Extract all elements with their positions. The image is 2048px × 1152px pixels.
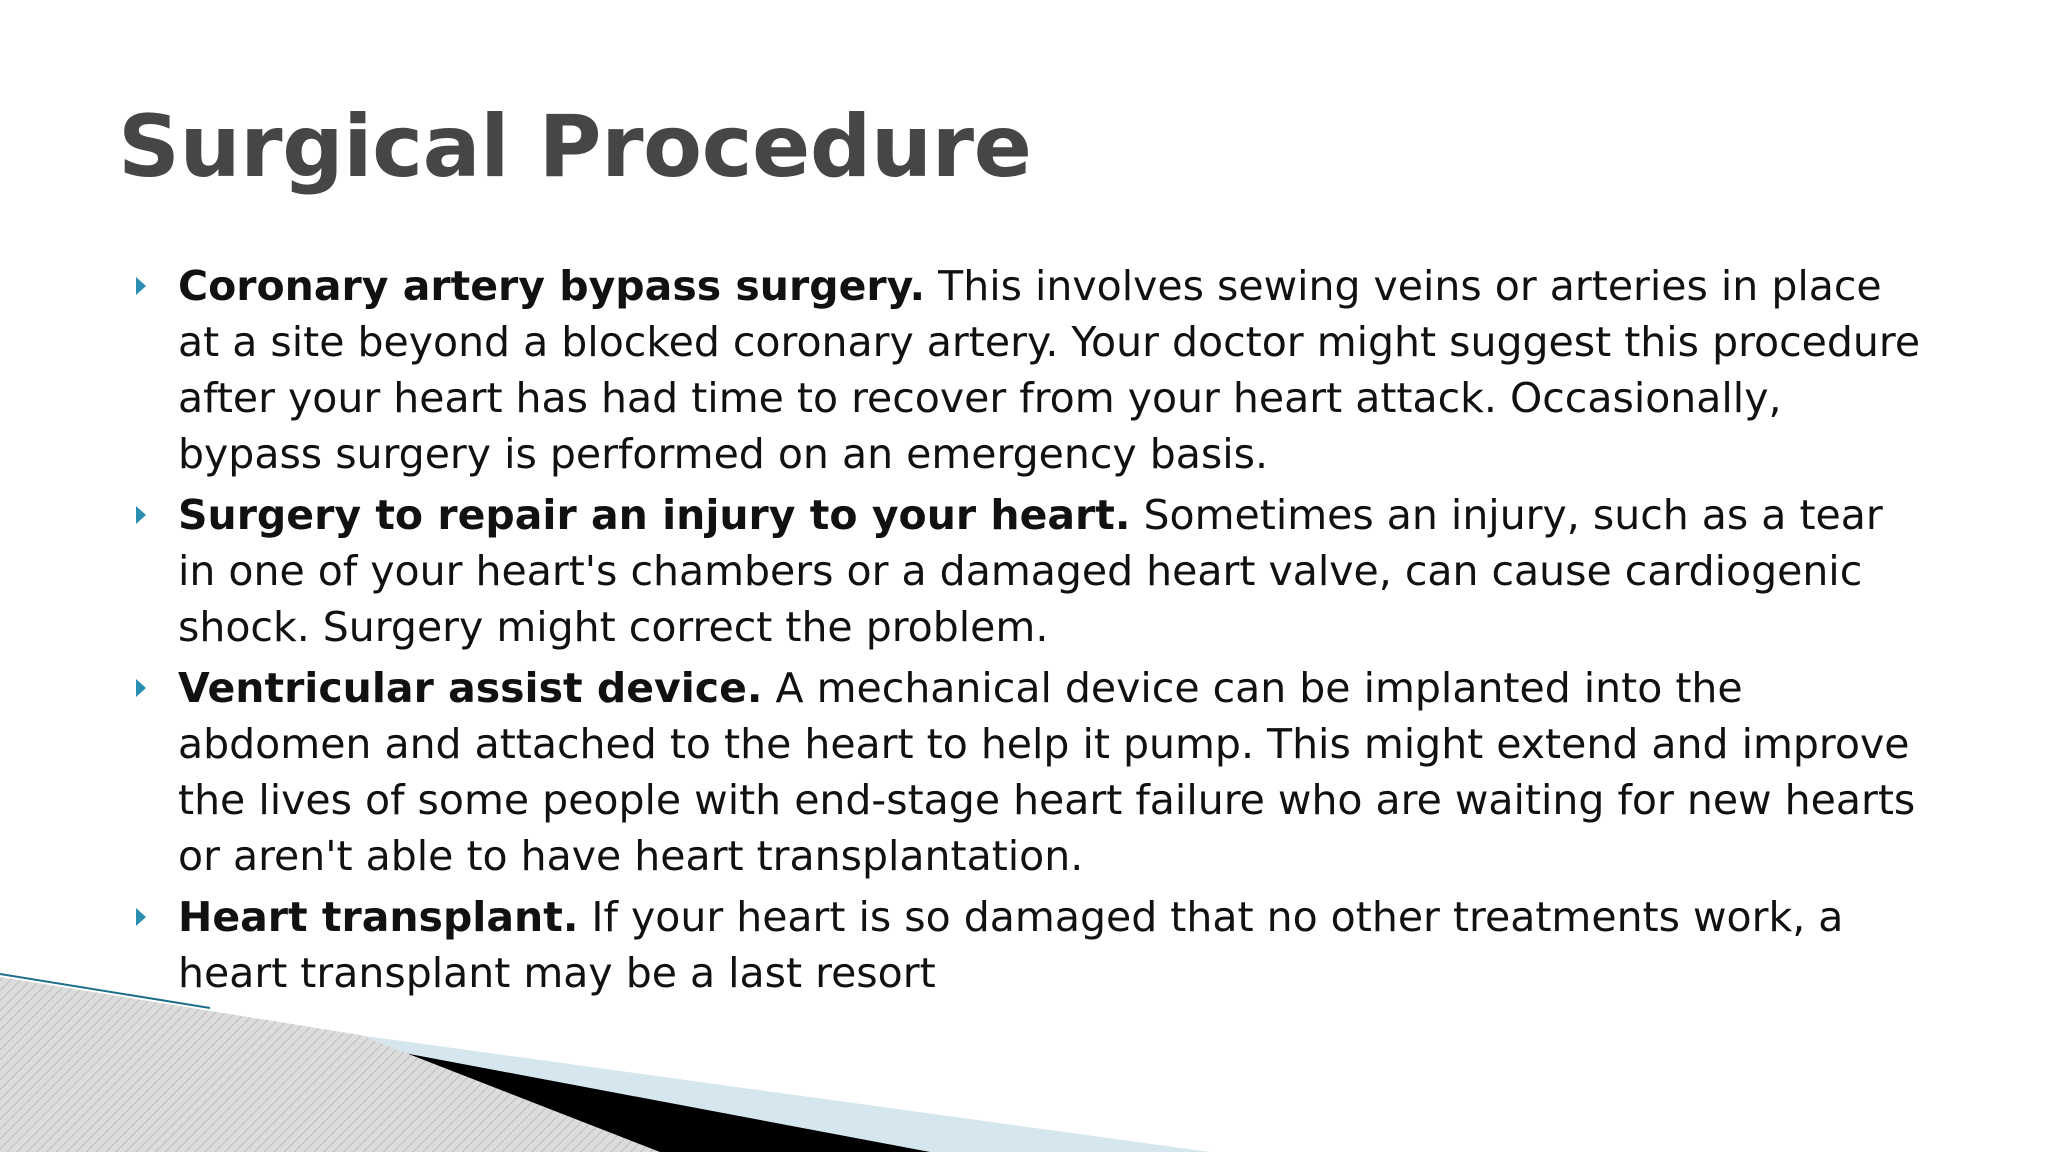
- bullet-text: Sometimes an injury, such as a tear in one of your heart's chambers or a damaged heart valve, can cause cardiogenic shock. Surgery might correct the problem.: [178, 491, 1883, 651]
- bullet-lead: Heart transplant.: [178, 893, 579, 941]
- bullet-text: A mechanical device can be implanted into the abdomen and attached to the heart to help it pump. This might extend and improve the lives of some people with end-stage heart failure who are waiting for new hearts or aren't able to have heart transplantation.: [178, 664, 1916, 880]
- bullet-item-bypass-surgery: [178, 258, 1928, 482]
- bullet-item-ventricular-assist: [178, 660, 1928, 884]
- bullet-text: If your heart is so damaged that no other treatments work, a heart transplant may be a last resort: [178, 893, 1844, 997]
- triangle-right-icon: [136, 506, 146, 524]
- triangle-right-icon: [136, 679, 146, 697]
- triangle-right-icon: [136, 277, 146, 295]
- bullet-list: [178, 258, 1928, 1006]
- triangle-right-icon: [136, 908, 146, 926]
- bullet-item-repair-injury: [178, 487, 1928, 655]
- bullet-item-heart-transplant: [178, 889, 1928, 1001]
- bullet-lead: Surgery to repair an injury to your heart.: [178, 491, 1131, 539]
- slide-title: Surgical Procedure: [118, 97, 1032, 197]
- bullet-lead: Coronary artery bypass surgery.: [178, 262, 926, 310]
- bullet-lead: Ventricular assist device.: [178, 664, 763, 712]
- bullet-text: This involves sewing veins or arteries in place at a site beyond a blocked coronary artery. Your doctor might suggest this procedure after your heart has had time to recover from your heart attack. Occasionally, bypass surgery is performed on an emergency basis.: [178, 262, 1921, 478]
